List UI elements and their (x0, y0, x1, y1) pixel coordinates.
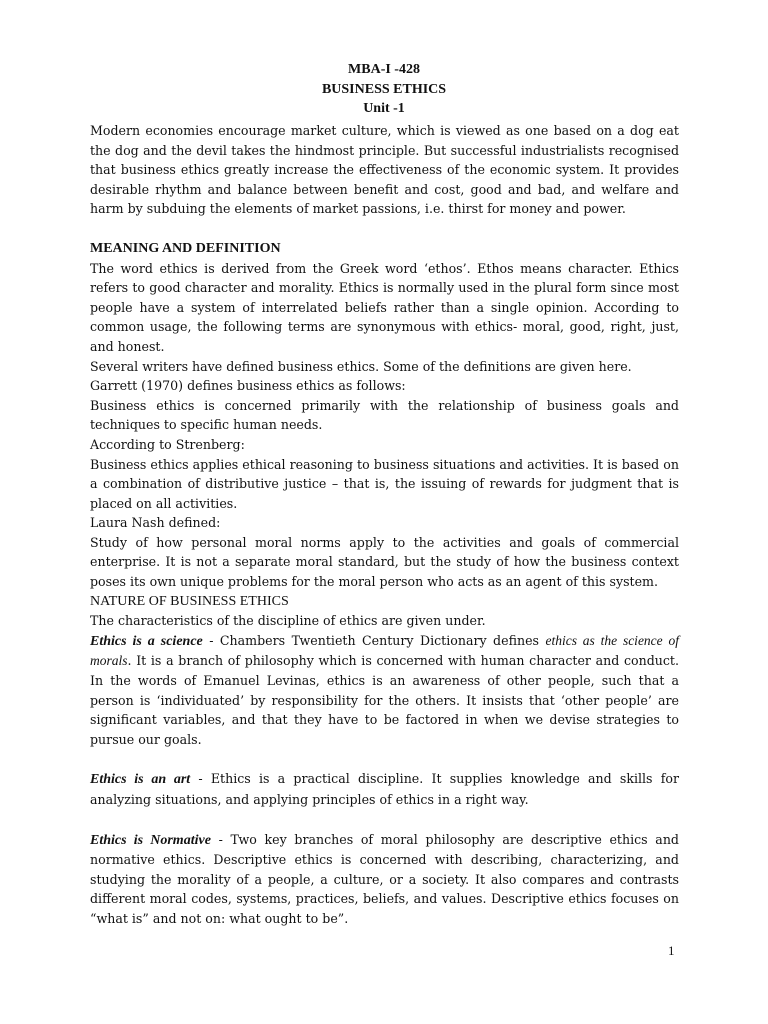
definition-garrett: Business ethics is concerned primarily with the relationship of business goals and techniques to specific human needs. (90, 397, 679, 433)
ethics-science-paragraph: Ethics is a science - Chambers Twentieth Century Dictionary defines ethics as the science of morals. It is a branch of philosophy which is concerned with human character and conduct. In the words of Emanuel Levinas, ethics is an awareness of other people, such that a person is ‘individuated’ by responsibility for the others. It insists that ‘other people’ are significant variables, and that they have to be factored in when we devise strategies to pursue our goals. (90, 632, 679, 747)
paragraph: According to Strenberg: (90, 436, 245, 452)
paragraph: The characteristics of the discipline of ethics are given under. (90, 613, 486, 629)
ethics-art-paragraph: Ethics is an art - Ethics is a practical discipline. It supplies knowledge and skills for analyzing situations, and applying principles of ethics in a right way. (90, 771, 680, 807)
definition-nash: Study of how personal moral norms apply to the activities and goals of commercial enterprise. It is not a separate moral standard, but the study of how the business context poses its own unique problems for the moral person who acts as an agent of this system. (90, 534, 679, 590)
definition-strenberg: Business ethics applies ethical reasoning to business situations and activities. It is based on a combination of distributive justice – that is, the issuing of rewards for judgment that is placed on all activities. (90, 456, 679, 511)
intro-paragraph: Modern economies encourage market culture, which is viewed as one based on a dog eat the dog and the devil takes the hindmost principle. But successful industrialists recognised that business ethics greatly increase the effectiveness of the economic system. It provides desirable rhythm and balance between benefit and cost, good and bad, and welfare and harm by subduing the elements of market passions, i.e. thirst for money and power. (90, 123, 679, 217)
document-title: BUSINESS ETHICS (321, 82, 447, 97)
section-heading-nature: NATURE OF BUSINESS ETHICS (90, 593, 289, 609)
paragraph: Several writers have defined business ethics. Some of the definitions are given here. (90, 358, 632, 374)
course-code: MBA-I -428 (348, 62, 420, 77)
italic-phrase: ethics as the science of morals (90, 632, 679, 669)
paragraph: Garrett (1970) defines business ethics as follows: (90, 378, 406, 394)
paragraph: Laura Nash defined: (90, 515, 221, 531)
unit-label: Unit -1 (363, 101, 405, 116)
term-science: Ethics is a science (90, 633, 203, 649)
term-art: Ethics is an art (90, 772, 191, 788)
page-number: 1 (668, 943, 675, 958)
paragraph: The word ethics is derived from the Greek word ‘ethos’. Ethos means character. Ethics refers to good character and morality. Ethics is normally used in the plural form since most people have a system of interrelated beliefs rather than a single opinion. According to common usage, the following terms are synonymous with ethics- moral, good, right, just, and honest. (90, 260, 679, 354)
document-body (90, 121, 679, 929)
term-normative: Ethics is Normative (90, 832, 211, 848)
section-heading-meaning: MEANING AND DEFINITION (90, 240, 281, 256)
ethics-normative-paragraph: Ethics is Normative - Two key branches of moral philosophy are descriptive ethics and normative ethics. Descriptive ethics is concerned with describing, characterizing, and studying the morality of a people, a culture, or a society. It also compares and contrasts different moral codes, systems, practices, beliefs, and values. Descriptive ethics focuses on “what is” and not on: what ought to be”. (90, 831, 679, 926)
